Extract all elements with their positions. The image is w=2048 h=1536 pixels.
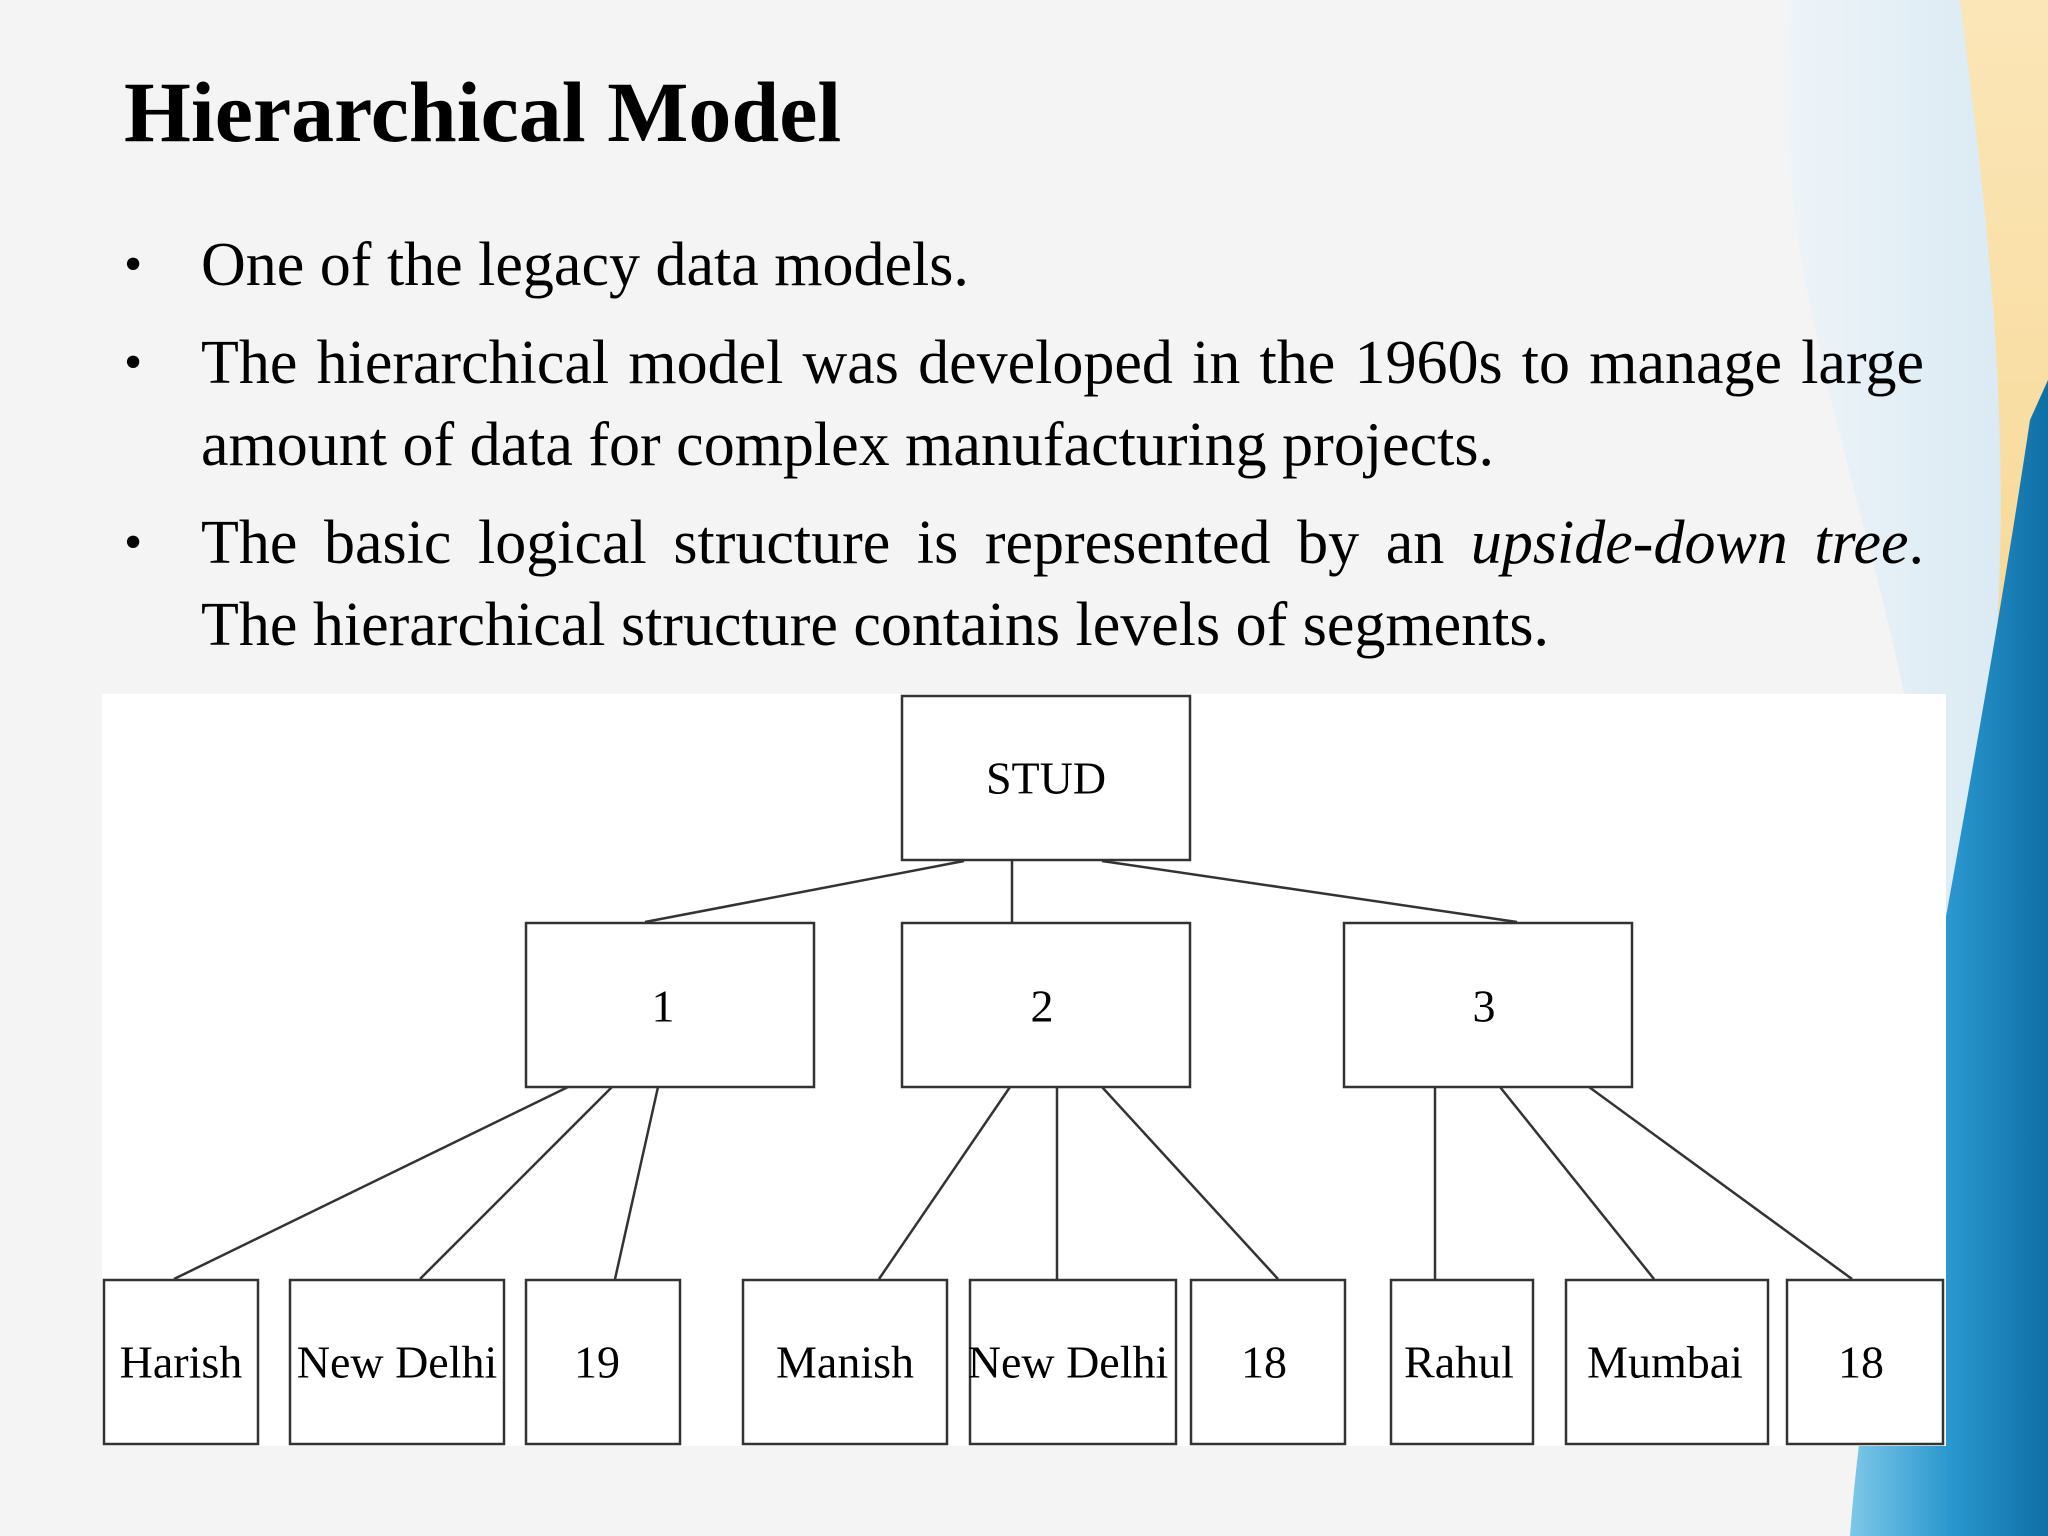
tree-node-level1 [902,923,1190,1087]
bullet-marker: • [124,514,143,571]
tree-node-leaf [290,1280,504,1444]
bullet-marker: • [124,334,143,391]
node-label-root: STUD [985,752,1107,804]
node-label: 2 [1030,980,1054,1032]
bullet-item [124,322,1924,486]
node-label: 18 [1838,1336,1884,1388]
tree-edge [174,1087,568,1279]
bullet-item [124,502,1924,666]
tree-node-leaf [968,1280,1176,1444]
node-label: 18 [1241,1336,1287,1388]
bullet-list [124,224,1924,682]
tree-node-leaf [1191,1280,1345,1444]
tree-node-leaf [526,1280,680,1444]
tree-node-root [902,696,1190,860]
node-label: 1 [651,980,675,1032]
tree-node-leaf [1566,1280,1768,1444]
node-label: 3 [1472,980,1496,1032]
tree-node-level1 [526,923,814,1087]
tree-edge [1589,1087,1852,1279]
node-label: Rahul [1404,1336,1514,1388]
tree-edge [1102,861,1517,922]
bullet-text-italic-run: upside-down tree [1470,509,1909,577]
tree-edge [615,1087,658,1279]
bullet-text-run: The hierarchical model was developed in the 1960s to manage large amount of data for complex manufacturing projects. [201,329,1924,479]
tree-node-leaf [743,1280,947,1444]
bullet-text-run: One of the legacy data models. [201,231,969,299]
tree-node-leaf [104,1280,258,1444]
tree-node-level1 [1344,923,1632,1087]
tree-node-leaf [1391,1280,1533,1444]
node-label: Harish [119,1336,243,1388]
bullet-text [201,231,969,299]
tree-edge [1102,1087,1278,1279]
bullet-text [201,509,1924,659]
bullet-text-run: The basic logical structure is represented by an [201,509,1471,577]
hierarchy-tree-svg [102,694,1946,1446]
node-label: New Delhi [967,1336,1169,1388]
node-label: Manish [776,1336,914,1388]
tree-edge [1500,1087,1654,1279]
node-label: Mumbai [1587,1336,1743,1388]
tree-edge [645,861,964,922]
tree-edge [420,1087,612,1279]
bullet-text-run: . The hierarchical structure contains levels of segments. [201,509,1924,659]
bullet-item [124,224,1924,306]
slide-title: Hierarchical Model [124,64,842,160]
hierarchy-diagram [102,694,1946,1446]
node-label: New Delhi [296,1336,498,1388]
bullet-text [201,329,1924,479]
bullet-marker: • [124,236,143,293]
tree-edge [879,1087,1010,1279]
tree-node-leaf [1787,1280,1943,1444]
node-label: 19 [574,1336,620,1388]
